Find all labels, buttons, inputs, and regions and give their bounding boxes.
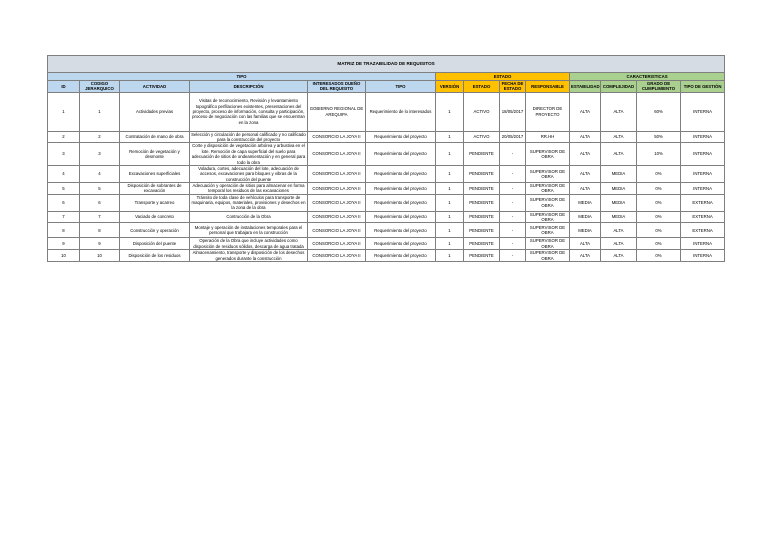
cell-tipo-gestion: EXTERNA xyxy=(681,194,725,211)
cell-tipo-gestion: INTERNA xyxy=(681,182,725,194)
table-row xyxy=(48,165,725,182)
cell-fecha: - xyxy=(500,223,526,238)
cell-estabilidad: MEDIA xyxy=(570,223,601,238)
cell-id: 4 xyxy=(48,165,80,182)
col-fecha: FECHA DE ESTADO xyxy=(500,81,526,93)
cell-interesados: CONSORCIO LA JOYA II xyxy=(308,223,366,238)
cell-tipo: Requerimiento del proyecto xyxy=(366,182,436,194)
cell-grado: 0% xyxy=(637,182,681,194)
cell-estado: PENDIENTE xyxy=(464,211,500,223)
cell-version: 1 xyxy=(436,250,464,262)
cell-responsable: SUPERVISOR DE OBRA xyxy=(526,211,570,223)
cell-descripcion: Montaje y operación de instalaciones temporales para el personal que trabajara en la construcción xyxy=(190,223,308,238)
table-row xyxy=(48,131,725,143)
cell-estado: ACTIVO xyxy=(464,92,500,131)
cell-actividad: Disposición de sobrantes de excavación xyxy=(120,182,190,194)
cell-responsable: SUPERVISOR DE OBRA xyxy=(526,238,570,250)
cell-version: 1 xyxy=(436,238,464,250)
cell-grado: 0% xyxy=(637,165,681,182)
cell-complejidad: ALTA xyxy=(601,250,637,262)
cell-interesados: CONSORCIO LA JOYA II xyxy=(308,238,366,250)
cell-estabilidad: ALTA xyxy=(570,238,601,250)
cell-estado: PENDIENTE xyxy=(464,182,500,194)
cell-codigo: 1 xyxy=(80,92,120,131)
cell-grado: 0% xyxy=(637,223,681,238)
cell-estado: PENDIENTE xyxy=(464,165,500,182)
cell-responsable: RR.HH xyxy=(526,131,570,143)
cell-complejidad: ALTA xyxy=(601,92,637,131)
cell-fecha: - xyxy=(500,143,526,165)
cell-complejidad: ALTA xyxy=(601,238,637,250)
cell-interesados: CONSORCIO LA JOYA II xyxy=(308,250,366,262)
cell-fecha: - xyxy=(500,165,526,182)
col-interesados: INTERESADOS DUEÑO DEL REQUISITO xyxy=(308,81,366,93)
cell-estabilidad: ALTA xyxy=(570,182,601,194)
cell-codigo: 4 xyxy=(80,165,120,182)
cell-actividad: Vaciado de concreto xyxy=(120,211,190,223)
table-body xyxy=(48,92,725,261)
cell-tipo: Requerimiento del proyecto xyxy=(366,223,436,238)
col-tipo: TIPO xyxy=(366,81,436,93)
cell-codigo: 9 xyxy=(80,238,120,250)
cell-descripcion: Operación de la Obra que incluye actividades como disposición de residuos sólidos, descarga de agua tratada xyxy=(190,238,308,250)
cell-grado: 0% xyxy=(637,211,681,223)
cell-interesados: CONSORCIO LA JOYA II xyxy=(308,211,366,223)
table-row xyxy=(48,92,725,131)
cell-fecha: - xyxy=(500,250,526,262)
cell-tipo-gestion: EXTERNA xyxy=(681,211,725,223)
col-actividad: ACTIVIDAD xyxy=(120,81,190,93)
cell-tipo-gestion: INTERNA xyxy=(681,250,725,262)
cell-id: 5 xyxy=(48,182,80,194)
cell-grado: 0% xyxy=(637,194,681,211)
cell-grado: 0% xyxy=(637,250,681,262)
cell-tipo-gestion: INTERNA xyxy=(681,238,725,250)
col-version: VERSIÓN xyxy=(436,81,464,93)
table-row xyxy=(48,143,725,165)
cell-tipo: Requerimiento del proyecto xyxy=(366,211,436,223)
cell-descripcion: Corte y disposición de vegetación arbórea y arbustiva en el lote. Remoción de capa superficial del suelo para adecuación de sitios de ondeamientación y en general para todo la obra xyxy=(190,143,308,165)
cell-tipo-gestion: INTERNA xyxy=(681,131,725,143)
cell-actividad: Excavaciones superficiales xyxy=(120,165,190,182)
cell-actividad: Disposición del puente xyxy=(120,238,190,250)
cell-id: 10 xyxy=(48,250,80,262)
cell-codigo: 10 xyxy=(80,250,120,262)
cell-actividad: Remoción de vegetación y desmonte xyxy=(120,143,190,165)
cell-tipo: Requerimiento del proyecto xyxy=(366,250,436,262)
cell-complejidad: MEDIA xyxy=(601,194,637,211)
cell-fecha: 20/05/2017 xyxy=(500,131,526,143)
cell-actividad: Construcción y operación xyxy=(120,223,190,238)
cell-tipo: Requerimiento del proyecto xyxy=(366,143,436,165)
cell-responsable: DIRECTOR DE PROYECTO xyxy=(526,92,570,131)
cell-estado: PENDIENTE xyxy=(464,194,500,211)
cell-estabilidad: ALTA xyxy=(570,165,601,182)
cell-fecha: - xyxy=(500,211,526,223)
cell-descripcion: Visitas de reconocimiento, Revisión y levantamiento topográfico perfilaciones existentes, presentaciones del proyecto, proceso de información, consulta y participación, proceso de negociación con las familias que se encuentran en la zona xyxy=(190,92,308,131)
cell-interesados: GOBIERNO REGIONAL DE AREQUIPA xyxy=(308,92,366,131)
cell-interesados: CONSORCIO LA JOYA II xyxy=(308,194,366,211)
cell-version: 1 xyxy=(436,182,464,194)
cell-estabilidad: ALTA xyxy=(570,92,601,131)
cell-id: 8 xyxy=(48,223,80,238)
cell-version: 1 xyxy=(436,131,464,143)
cell-id: 7 xyxy=(48,211,80,223)
cell-complejidad: ALTA xyxy=(601,143,637,165)
cell-id: 6 xyxy=(48,194,80,211)
col-codigo: CODIGO JERARQUICO xyxy=(80,81,120,93)
cell-codigo: 8 xyxy=(80,223,120,238)
cell-tipo: Requerimiento del proyecto xyxy=(366,238,436,250)
traceability-sheet xyxy=(47,55,724,262)
cell-tipo-gestion: INTERNA xyxy=(681,143,725,165)
col-tipo-gestion: TIPO DE GESTIÓN xyxy=(681,81,725,93)
cell-codigo: 7 xyxy=(80,211,120,223)
traceability-table xyxy=(47,55,725,262)
cell-codigo: 5 xyxy=(80,182,120,194)
cell-estado: PENDIENTE xyxy=(464,238,500,250)
cell-responsable: SUPERVISOR DE OBRA xyxy=(526,223,570,238)
cell-estado: ACTIVO xyxy=(464,131,500,143)
cell-codigo: 6 xyxy=(80,194,120,211)
cell-tipo: Requerimiento del proyecto xyxy=(366,131,436,143)
cell-version: 1 xyxy=(436,194,464,211)
cell-id: 3 xyxy=(48,143,80,165)
cell-actividad: Contratación de mano de obra xyxy=(120,131,190,143)
cell-complejidad: MEDIA xyxy=(601,182,637,194)
cell-descripcion: Adecuación y operación de sitios para almacenar en forma temporal los residuos de las excavaciones xyxy=(190,182,308,194)
table-row xyxy=(48,194,725,211)
cell-fecha: - xyxy=(500,194,526,211)
cell-fecha: 18/05/2017 xyxy=(500,92,526,131)
cell-id: 2 xyxy=(48,131,80,143)
table-row xyxy=(48,250,725,262)
table-row xyxy=(48,182,725,194)
cell-estado: PENDIENTE xyxy=(464,143,500,165)
col-descripcion: DESCRIPCIÓN xyxy=(190,81,308,93)
cell-id: 9 xyxy=(48,238,80,250)
cell-tipo: Requerimiento del proyecto xyxy=(366,165,436,182)
cell-tipo-gestion: INTERNA xyxy=(681,165,725,182)
group-tipo: TIPO xyxy=(48,73,436,81)
cell-interesados: CONSORCIO LA JOYA II xyxy=(308,143,366,165)
cell-codigo: 2 xyxy=(80,131,120,143)
group-caracteristicas: CARACTERISTICAS xyxy=(570,73,725,81)
cell-id: 1 xyxy=(48,92,80,131)
table-row xyxy=(48,238,725,250)
cell-responsable: SUPERVISOR DE OBRA xyxy=(526,194,570,211)
cell-estabilidad: MEDIA xyxy=(570,194,601,211)
cell-estabilidad: ALTA xyxy=(570,250,601,262)
col-grado: GRADO DE CUMPLIMIENTO xyxy=(637,81,681,93)
group-estado: ESTADO xyxy=(436,73,570,81)
col-estado: ESTADO xyxy=(464,81,500,93)
cell-responsable: SUPERVISOR DE OBRA xyxy=(526,250,570,262)
cell-responsable: SUPERVISOR DE OBRA xyxy=(526,143,570,165)
cell-version: 1 xyxy=(436,165,464,182)
matrix-title: MATRIZ DE TRAZABILIDAD DE REQUISITOS xyxy=(48,56,725,73)
cell-responsable: SUPERVISOR DE OBRA xyxy=(526,182,570,194)
cell-tipo: Requerimiento de lo interesados xyxy=(366,92,436,131)
cell-tipo-gestion: INTERNA xyxy=(681,92,725,131)
cell-version: 1 xyxy=(436,223,464,238)
cell-grado: 0% xyxy=(637,238,681,250)
cell-estabilidad: ALTA xyxy=(570,131,601,143)
cell-interesados: CONSORCIO LA JOYA II xyxy=(308,182,366,194)
cell-descripcion: Almacenamiento, transporte y disposición de los desechos generados durante la construcción xyxy=(190,250,308,262)
col-estabilidad: ESTABILIDAD xyxy=(570,81,601,93)
cell-estabilidad: ALTA xyxy=(570,143,601,165)
cell-estabilidad: MEDIA xyxy=(570,211,601,223)
cell-complejidad: MEDIA xyxy=(601,165,637,182)
cell-grado: 60% xyxy=(637,92,681,131)
cell-descripcion: Selección y circulación de personal calificado y no calificado para la construcción del proyecto xyxy=(191,131,306,143)
cell-actividad: Transporte y acarreo xyxy=(120,194,190,211)
cell-fecha: - xyxy=(500,238,526,250)
cell-responsable: SUPERVISOR DE OBRA xyxy=(526,165,570,182)
cell-complejidad: MEDIA xyxy=(601,211,637,223)
cell-fecha: - xyxy=(500,182,526,194)
cell-estado: PENDIENTE xyxy=(464,223,500,238)
col-responsable: RESPONSABLE xyxy=(526,81,570,93)
col-id: ID xyxy=(48,81,80,93)
table-row xyxy=(48,211,725,223)
cell-tipo-gestion: EXTERNA xyxy=(681,223,725,238)
cell-descripcion: Tránsito de toda clase de vehículos para transporte de maquinaria, equipos, materiales, provisiones y desechos en la zona de la obra xyxy=(190,194,308,211)
cell-version: 1 xyxy=(436,92,464,131)
cell-grado: 10% xyxy=(637,143,681,165)
table-row xyxy=(48,223,725,238)
cell-descripcion: Contrucción de la Obra xyxy=(190,211,308,223)
cell-complejidad: ALTA xyxy=(601,131,637,143)
cell-interesados: CONSORCIO LA JOYA II xyxy=(308,165,366,182)
cell-actividad: Disposición de los residuos xyxy=(120,250,190,262)
cell-tipo: Requerimiento del proyecto xyxy=(366,194,436,211)
cell-version: 1 xyxy=(436,143,464,165)
cell-grado: 50% xyxy=(637,131,681,143)
cell-estado: PENDIENTE xyxy=(464,250,500,262)
cell-codigo: 3 xyxy=(80,143,120,165)
cell-actividad: Actividades previas xyxy=(120,92,190,131)
cell-complejidad: ALTA xyxy=(601,223,637,238)
cell-descripcion: Voladura, cortes, adecuación del lote, adecuación de accesos, excavaciones para bloques y vibras de la construcción del puente xyxy=(190,165,308,182)
cell-interesados: CONSORCIO LA JOYA II xyxy=(308,131,366,143)
cell-version: 1 xyxy=(436,211,464,223)
col-complejidad: COMPLEJIDAD xyxy=(601,81,637,93)
